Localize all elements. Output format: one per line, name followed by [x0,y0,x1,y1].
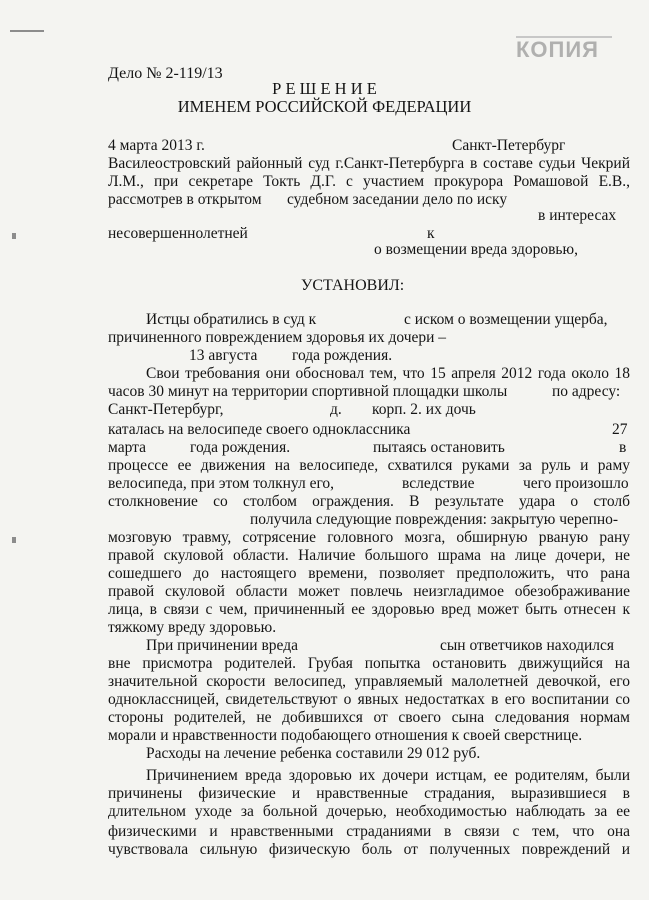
intro-line: в интересах [538,207,617,224]
paragraph-line: Истцы обратились в суд к [146,311,317,328]
scan-artifact-dot [12,537,16,543]
paragraph-line: марта [108,439,146,456]
paragraph-line: корп. 2. их дочь [372,401,476,418]
scan-artifact-line [10,30,44,32]
intro-line: Л.М., при секретаре Токть Д.Г. с участием прокурора Ромашовой Е.В., [108,173,630,190]
paragraph-line: длительном уходе за больной дочерью, необходимостью наблюдать за ее [108,803,630,820]
paragraph-line: в [619,439,627,456]
paragraph-line: Причинением вреда здоровью их дочери истцам, ее родителям, были [146,767,630,784]
scan-artifact-dot [12,233,16,239]
section-heading: УСТАНОВИЛ: [301,277,405,294]
paragraph-line: 27 [612,421,628,438]
paragraph-line: одноклассницей, свидетельствуют о явных недостатках в его воспитании со [108,691,630,708]
paragraph-line: сын ответчиков находился [440,637,615,654]
paragraph-line: При причинении вреда [146,637,298,654]
paragraph-line: правой скуловой области может повлечь неизгладимое обезображивание [108,583,630,600]
paragraph-line: по адресу: [552,383,621,400]
paragraph-line: получила следующие повреждения: закрытую черепно- [250,511,619,528]
copy-stamp: КОПИЯ [516,36,612,62]
intro-line: о возмещении вреда здоровью, [374,241,578,258]
paragraph-line: сошедшего до настоящего времени, позволяет предположить, что рана [108,565,630,582]
paragraph-line: велосипеда, при этом толкнул его, [108,475,335,492]
paragraph-line: Санкт-Петербург, [108,401,224,418]
paragraph-line: Свои требования они обосновал тем, что 15 апреля 2012 года около 18 [146,365,630,382]
paragraph-line: столкновение со столбом ограждения. В результате удара о столб [108,493,630,510]
paragraph-line: стороны родителей, не добившихся от своего сына следования нормам [108,709,630,726]
paragraph-line: чего произошло [523,475,629,492]
paragraph-line: причиненного повреждением здоровья их дочери – [108,329,447,346]
paragraph-line: каталась на велосипеде своего одноклассника [108,421,411,438]
paragraph-line: пытаясь остановить [373,439,505,456]
intro-line: Василеостровский районный суд г.Санкт-Петербурга в составе судьи Чекрий [108,155,630,172]
intro-line: рассмотрев в открытом [108,191,262,208]
paragraph-line: часов 30 минут на территории спортивной площадки школы [108,383,508,400]
paragraph-line: значительной скорости велосипед, управляемый малолетней девочкой, его [108,673,630,690]
paragraph-line: процессе ее движения на велосипеде, схватился руками за руль и раму [108,457,630,474]
paragraph-line: морали и нравственности подобающего отношения к своей сверстнице. [108,727,583,744]
paragraph-line: с иском о возмещении ущерба, [404,311,608,328]
document-title: Р Е Ш Е Н И Е [272,79,377,98]
intro-line: несовершеннолетней [108,225,248,242]
paragraph-line: д. [330,401,342,418]
case-number: Дело № 2-119/13 [108,65,223,82]
paragraph-line: Расходы на лечение ребенка составили 29 012 руб. [146,745,481,762]
document-subtitle: ИМЕНЕМ РОССИЙСКОЙ ФЕДЕРАЦИИ [177,97,472,116]
paragraph-line: мозговую травму, сотрясение головного мозга, обширную рваную рану [108,529,630,546]
paragraph-line: физическими и нравственными страданиями в связи с тем, что она [108,823,630,840]
paragraph-line: вследствие [402,475,475,492]
paragraph-line: причинены физические и нравственные страдания, выразившиеся в [108,785,630,802]
paragraph-line: 13 августа [189,347,258,364]
decision-date: 4 марта 2013 г. [108,137,205,154]
paragraph-line: лица, в связи с чем, причиненный ее здоровью вред может быть отнесен к [108,601,630,618]
paragraph-line: правой скуловой области. Наличие большого шрама на лице дочери, не [108,547,630,564]
paragraph-line: вне присмотра родителей. Грубая попытка остановить движущийся на [108,655,630,672]
intro-line: судебном заседании дело по иску [287,191,508,208]
intro-line: к [427,225,435,242]
paragraph-line: чувствовала сильную физическую боль от полученных повреждений и [108,841,630,858]
paragraph-line: тяжкому вреду здоровью. [108,619,277,636]
decision-city: Санкт-Петербург [452,137,566,154]
paragraph-line: года рождения. [292,347,393,364]
paragraph-line: года рождения. [190,439,291,456]
